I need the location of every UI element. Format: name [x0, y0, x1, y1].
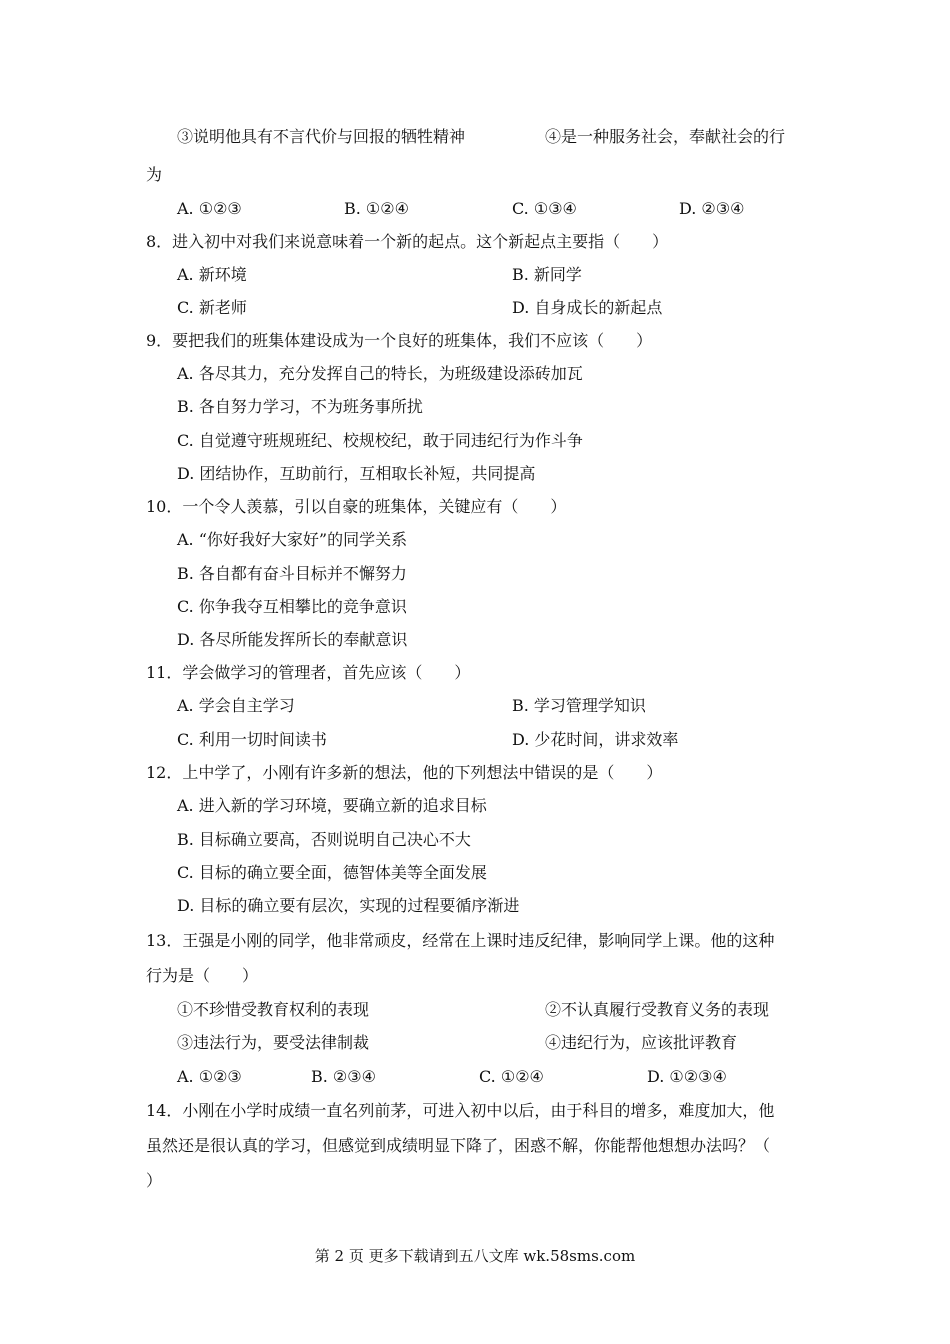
question-11: 11．学会做学习的管理者，首先应该（ ）: [146, 663, 471, 682]
q13-item-4: ④违纪行为，应该批评教育: [545, 1033, 738, 1052]
item-3: ③说明他具有不言代价与回报的牺牲精神: [177, 127, 466, 146]
choice-c: C. ①③④: [512, 199, 577, 218]
q10-option-c: C. 你争我夺互相攀比的竞争意识: [177, 597, 407, 616]
q10-option-d: D. 各尽所能发挥所长的奉献意识: [177, 630, 408, 649]
question-13-continuation: 行为是（ ）: [146, 966, 259, 985]
q9-option-a: A. 各尽其力，充分发挥自己的特长，为班级建设添砖加瓦: [177, 364, 583, 383]
q11-option-a: A. 学会自主学习: [177, 696, 295, 715]
question-14-continuation: 虽然还是很认真的学习，但感觉到成绩明显下降了，困惑不解，你能帮他想想办法吗？（: [146, 1136, 771, 1155]
q13-item-1: ①不珍惜受教育权利的表现: [177, 1000, 370, 1019]
item-4-continuation: 为: [146, 165, 163, 184]
choice-d: D. ②③④: [679, 199, 745, 218]
q8-option-c: C. 新老师: [177, 298, 247, 317]
question-8: 8．进入初中对我们来说意味着一个新的起点。这个新起点主要指（ ）: [146, 232, 669, 251]
q13-item-3: ③违法行为，要受法律制裁: [177, 1033, 370, 1052]
page-footer: 第 2 页 更多下载请到五八文库 wk.58sms.com: [314, 1247, 636, 1265]
q8-option-b: B. 新同学: [512, 265, 582, 284]
q13-choice-a: A. ①②③: [177, 1067, 242, 1086]
question-14: 14．小刚在小学时成绩一直名列前茅，可进入初中以后，由于科目的增多，难度加大，他: [146, 1101, 775, 1120]
q13-choice-c: C. ①②④: [479, 1067, 544, 1086]
choice-a: A. ①②③: [177, 199, 242, 218]
q13-choice-b: B. ②③④: [311, 1067, 376, 1086]
question-9: 9．要把我们的班集体建设成为一个良好的班集体，我们不应该（ ）: [146, 331, 653, 350]
q9-option-d: D. 团结协作，互助前行，互相取长补短，共同提高: [177, 464, 536, 483]
q12-option-c: C. 目标的确立要全面，德智体美等全面发展: [177, 863, 487, 882]
q12-option-d: D. 目标的确立要有层次，实现的过程要循序渐进: [177, 896, 520, 915]
q11-option-d: D. 少花时间，讲求效率: [512, 730, 679, 749]
q8-option-d: D. 自身成长的新起点: [512, 298, 663, 317]
question-10: 10．一个令人羡慕，引以自豪的班集体，关键应有（ ）: [146, 497, 567, 516]
q10-option-b: B. 各自都有奋斗目标并不懈努力: [177, 564, 407, 583]
q8-option-a: A. 新环境: [177, 265, 247, 284]
question-13: 13．王强是小刚的同学，他非常顽皮，经常在上课时违反纪律，影响同学上课。他的这种: [146, 931, 775, 950]
q10-option-a: A. “你好我好大家好”的同学关系: [177, 530, 408, 549]
question-14-continuation-2: ）: [146, 1171, 163, 1190]
q12-option-a: A. 进入新的学习环境，要确立新的追求目标: [177, 796, 487, 815]
q12-option-b: B. 目标确立要高，否则说明自己决心不大: [177, 830, 471, 849]
q13-choice-d: D. ①②③④: [647, 1067, 727, 1086]
q9-option-b: B. 各自努力学习，不为班务事所扰: [177, 397, 423, 416]
q9-option-c: C. 自觉遵守班规班纪、校规校纪，敢于同违纪行为作斗争: [177, 431, 583, 450]
question-12: 12．上中学了，小刚有许多新的想法，他的下列想法中错误的是（ ）: [146, 763, 663, 782]
item-4: ④是一种服务社会，奉献社会的行: [545, 127, 786, 146]
choice-b: B. ①②④: [344, 199, 409, 218]
q13-item-2: ②不认真履行受教育义务的表现: [545, 1000, 770, 1019]
q11-option-c: C. 利用一切时间读书: [177, 730, 327, 749]
q11-option-b: B. 学习管理学知识: [512, 696, 646, 715]
